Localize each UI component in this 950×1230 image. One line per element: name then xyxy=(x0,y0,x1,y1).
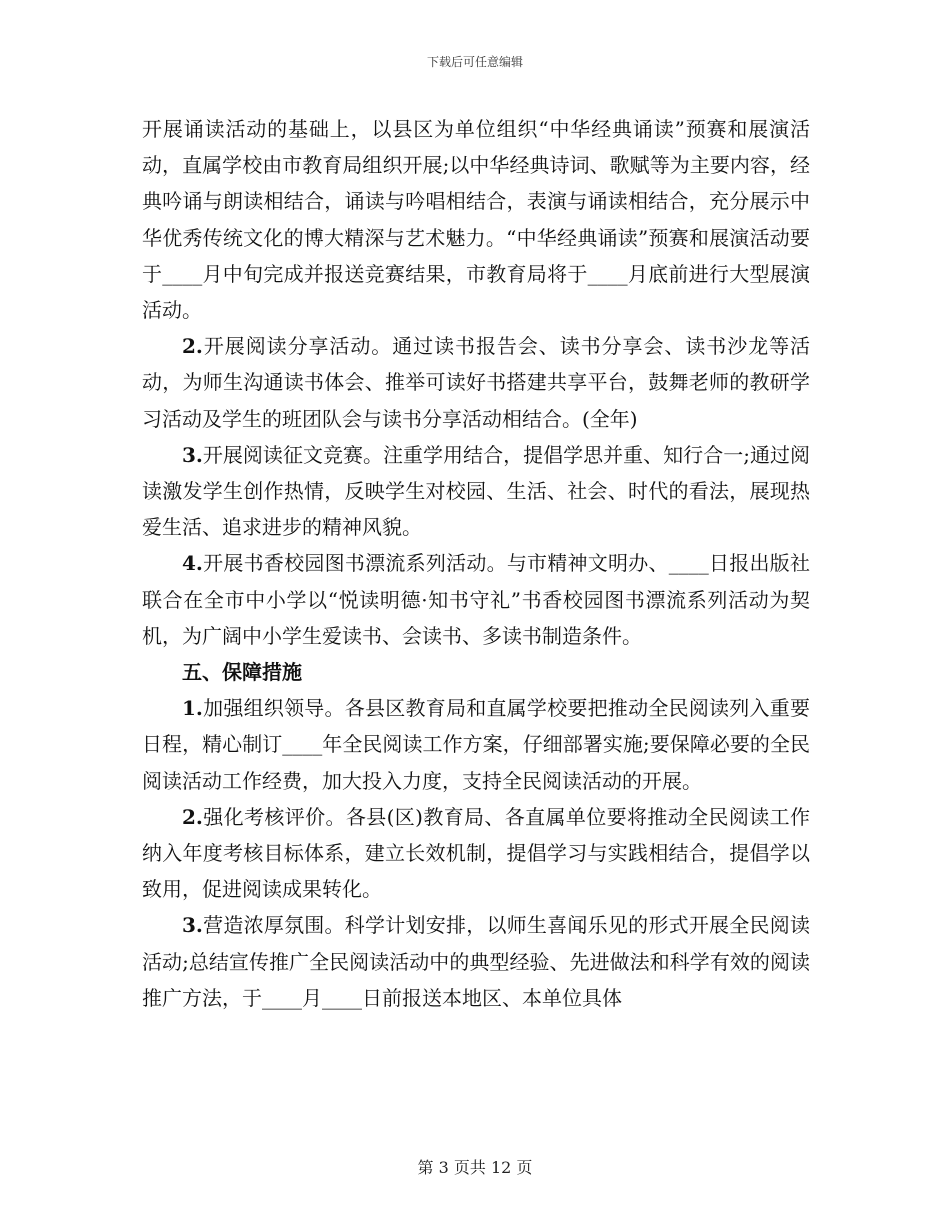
document-body xyxy=(142,111,810,1016)
list-number: 2. xyxy=(182,804,203,829)
list-number: 4. xyxy=(182,551,203,576)
list-item-text: 营造浓厚氛围。科学计划安排，以师生喜闻乐见的形式开展全民阅读活动;总结宣传推广全民阅读活动中的典型经验、先进做法和科学有效的阅读推广方法，于____月____日前报送本地区、本单位具体 xyxy=(142,913,810,1010)
list-item-text: 开展阅读征文竞赛。注重学用结合，提倡学思并重、知行合一;通过阅读激发学生创作热情，反映学生对校园、生活、社会、时代的看法，展现热爱生活、追求进步的精神风貌。 xyxy=(142,442,810,540)
section-heading: 五、保障措施 xyxy=(182,660,302,685)
list-number: 3. xyxy=(182,442,203,467)
list-number: 1. xyxy=(182,696,203,721)
measure-item-1 xyxy=(142,690,810,799)
page-header: 下载后可任意编辑 xyxy=(426,55,523,69)
measure-item-3 xyxy=(142,907,810,1016)
list-number: 3. xyxy=(182,913,203,938)
list-item-text: 强化考核评价。各县(区)教育局、各直属单位要将推动全民阅读工作纳入年度考核目标体系，建立长效机制，提倡学习与实践相结合，提倡学以致用，促进阅读成果转化。 xyxy=(142,804,810,902)
measure-item-2 xyxy=(142,799,810,908)
page-number: 第 3 页共 12 页 xyxy=(417,1158,533,1177)
list-item-4 xyxy=(142,545,810,654)
list-item-text: 开展阅读分享活动。通过读书报告会、读书分享会、读书沙龙等活动，为师生沟通读书体会、推举可读好书搭建共享平台，鼓舞老师的教研学习活动及学生的班团队会与读书分享活动相结合。(全年) xyxy=(142,334,810,431)
paragraph-continuation: 开展诵读活动的基础上，以县区为单位组织“中华经典诵读”预赛和展演活动，直属学校由市教育局组织开展;以中华经典诗词、歌赋等为主要内容，经典吟诵与朗读相结合，诵读与吟唱相结合，表演与诵读相结合，充分展示中华优秀传统文化的博大精深与艺术魅力。“中华经典诵读”预赛和展演活动要于____月中旬完成并报送竞赛结果，市教育局将于____月底前进行大型展演活动。 xyxy=(142,117,810,323)
list-item-3 xyxy=(142,437,810,546)
list-item-2 xyxy=(142,328,810,437)
list-item-text: 开展书香校园图书漂流系列活动。与市精神文明办、____日报出版社联合在全市中小学以“悦读明德·知书守礼”书香校园图书漂流系列活动为契机，为广阔中小学生爱读书、会读书、多读书制造条件。 xyxy=(142,551,810,648)
list-item-text: 加强组织领导。各县区教育局和直属学校要把推动全民阅读列入重要日程，精心制订____年全民阅读工作方案，仔细部署实施;要保障必要的全民阅读活动工作经费，加大投入力度，支持全民阅读活动的开展。 xyxy=(142,696,810,793)
list-number: 2. xyxy=(182,334,203,359)
